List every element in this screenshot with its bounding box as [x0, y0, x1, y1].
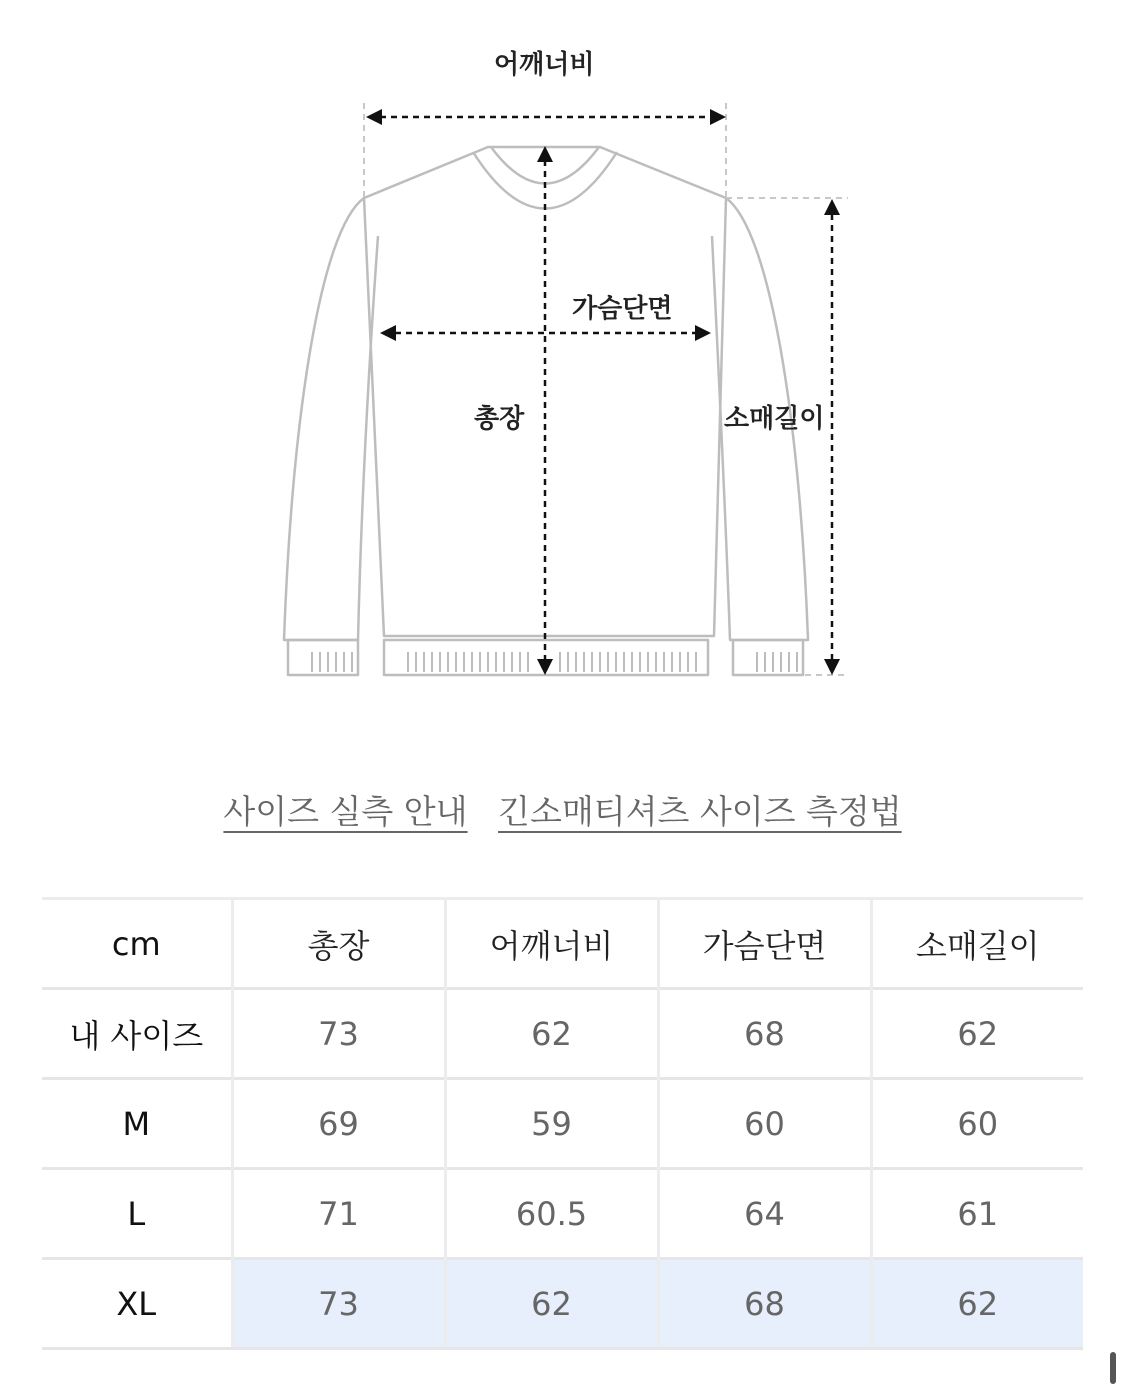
table-cell: 62: [445, 1259, 658, 1349]
header-shoulder-width: 어깨너비: [445, 899, 658, 989]
table-cell: 69: [232, 1079, 445, 1169]
right-cuff: [733, 640, 803, 675]
size-guide-link[interactable]: 사이즈 실측 안내: [223, 792, 468, 831]
left-sleeve-outline: [284, 198, 378, 640]
header-total-length: 총장: [232, 899, 445, 989]
header-sleeve-length: 소매길이: [871, 899, 1083, 989]
row-label: XL: [42, 1259, 232, 1349]
row-label: L: [42, 1169, 232, 1259]
table-cell: 60: [871, 1079, 1083, 1169]
size-table: [42, 897, 1083, 1350]
table-cell: 71: [232, 1169, 445, 1259]
table-cell: 62: [871, 989, 1083, 1079]
table-cell: 73: [232, 989, 445, 1079]
table-cell: 60: [658, 1079, 871, 1169]
shoulder-width-label: 어깨너비: [494, 50, 595, 80]
table-cell: 61: [871, 1169, 1083, 1259]
table-cell: 62: [445, 989, 658, 1079]
table-row-xl: [42, 1259, 1083, 1349]
table-row-l: [42, 1169, 1083, 1259]
table-cell: 64: [658, 1169, 871, 1259]
unit-header: cm: [42, 899, 232, 989]
table-row-m: [42, 1079, 1083, 1169]
table-cell: 60.5: [445, 1169, 658, 1259]
table-cell: 73: [232, 1259, 445, 1349]
table-cell: 59: [445, 1079, 658, 1169]
row-label: 내 사이즈: [42, 989, 232, 1079]
scrollbar[interactable]: [1110, 1352, 1116, 1384]
left-cuff: [288, 640, 358, 675]
chest-width-label: 가슴단면: [572, 294, 673, 324]
measure-method-link[interactable]: 긴소매티셔츠 사이즈 측정법: [498, 792, 902, 831]
table-header-row: [42, 899, 1083, 989]
guide-lines: [364, 103, 848, 675]
total-length-label: 총장: [474, 404, 525, 434]
sleeve-length-label: 소매길이: [724, 404, 825, 434]
header-chest-width: 가슴단면: [658, 899, 871, 989]
table-cell: 68: [658, 1259, 871, 1349]
row-label: M: [42, 1079, 232, 1169]
table-row-my-size: [42, 989, 1083, 1079]
size-links: [0, 786, 1125, 833]
table-cell: 62: [871, 1259, 1083, 1349]
table-cell: 68: [658, 989, 871, 1079]
